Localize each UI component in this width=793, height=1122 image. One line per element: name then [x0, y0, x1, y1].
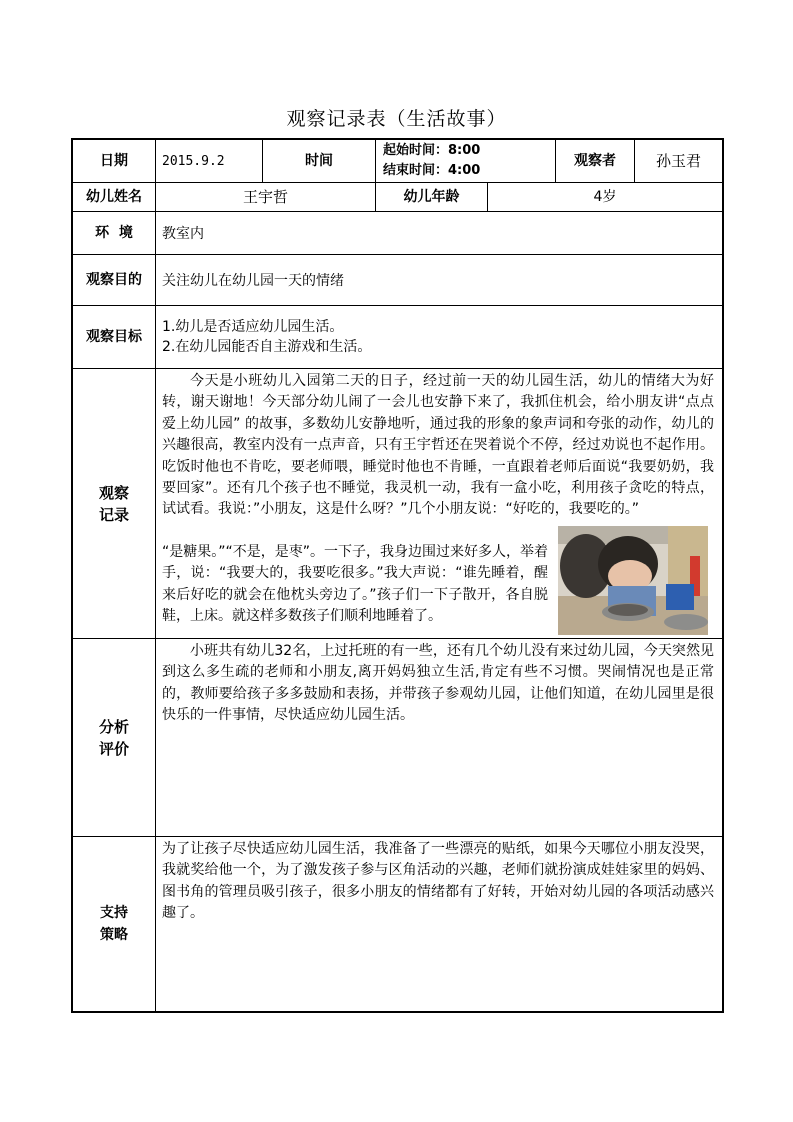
- date-value: 2015.9.2: [162, 153, 225, 169]
- goals-label: 观察目标: [86, 329, 142, 345]
- record-label: [73, 369, 155, 638]
- record-label-line1: 观察: [98, 483, 129, 502]
- analysis-label-line2: 评价: [98, 739, 129, 758]
- environment-value: 教室内: [162, 226, 204, 242]
- date-label: 日期: [100, 153, 128, 169]
- strategy-text: 为了让孩子尽快适应幼儿园生活，我准备了一些漂亮的贴纸，如果今天哪位小朋友没哭，我就奖给他一个，为了激发孩子参与区角活动的兴趣，老师们就扮演成娃娃家里的妈妈、图书角的管理员吸引孩子，很多小朋友的情绪都有了好转，开始对幼儿园的各项活动感兴趣了。: [162, 841, 714, 922]
- record-label-line2: 记录: [98, 505, 129, 524]
- strategy-label-line1: 支持: [100, 905, 128, 921]
- goals-list: [162, 317, 717, 357]
- end-time: 结束时间：4:00: [383, 163, 481, 178]
- start-time: 起始时间：8:00: [383, 143, 481, 158]
- analysis-text: 小班共有幼儿32名，上过托班的有一些，还有几个幼儿没有来过幼儿园，今天突然见到这么多生疏的老师和小朋友,离开妈妈独立生活,肯定有些不习惯。哭闹情况也是正常的，教师要给孩子多多鼓励和表扬，并带孩子参观幼儿园，让他们知道，在幼儿园里是很快乐的一件事情，尽快适应幼儿园生活。: [162, 643, 714, 724]
- analysis-label: [73, 639, 155, 836]
- record-text: 今天是小班幼儿入园第二天的日子，经过前一天的幼儿园生活，幼儿的情绪大为好转，谢天谢地！今天部分幼儿闹了一会儿也安静下来了，我抓住机会，给小朋友讲“点点爱上幼儿园” 的故事，多数幼儿安静地听，通过我的形象的象声词和夸张的动作，幼儿的兴趣很高，教室内没有一点声音，只有王宇哲还在哭着说个不停，经过劝说也不起作用。吃饭时他也不肯吃，要老师喂，睡觉时他也不肯睡，一直跟着老师后面说“我要奶奶，我要回家”。还有几个孩子也不睡觉，我灵机一动，我有一盒小吃，利用孩子贪吃的特点，试试看。我说：”小朋友，这是什么呀？”几个小朋友说：“好吃的，我要吃的。”: [162, 373, 714, 518]
- purpose-label: 观察目的: [86, 272, 142, 288]
- analysis-label-line1: 分析: [98, 717, 129, 736]
- observer-value: 孙玉君: [655, 152, 701, 170]
- time-range: [383, 141, 555, 182]
- time-label: 时间: [305, 153, 333, 169]
- strategy-label-line2: 策略: [100, 927, 128, 943]
- child-name-value: 王宇哲: [242, 188, 288, 206]
- child-eating-photo: [558, 526, 708, 635]
- goal-item: 2.在幼儿园能否自主游戏和生活。: [162, 339, 372, 355]
- child-age-label: 幼儿年龄: [403, 189, 460, 205]
- purpose-value: 关注幼儿在幼儿园一天的情绪: [162, 273, 344, 289]
- strategy-label: [73, 837, 155, 1011]
- goal-item: 1.幼儿是否适应幼儿园生活。: [162, 319, 344, 335]
- observer-label: 观察者: [574, 153, 616, 169]
- child-name-label: 幼儿姓名: [86, 189, 142, 205]
- record-text-wrap: “是糖果。”“不是，是枣”。一下子，我身边围过来好多人，举着手，说：“我要大的，我要吃很多。”我大声说：“谁先睡着，醒来后好吃的就会在他枕头旁边了。”孩子们一下子散开，各自脱鞋，上床。就这样多数孩子们顺利地睡着了。: [162, 544, 549, 625]
- child-age-value: 4岁: [593, 189, 617, 205]
- page-title: 观察记录表（生活故事）: [286, 108, 507, 130]
- environment-label: 环 境: [95, 225, 133, 241]
